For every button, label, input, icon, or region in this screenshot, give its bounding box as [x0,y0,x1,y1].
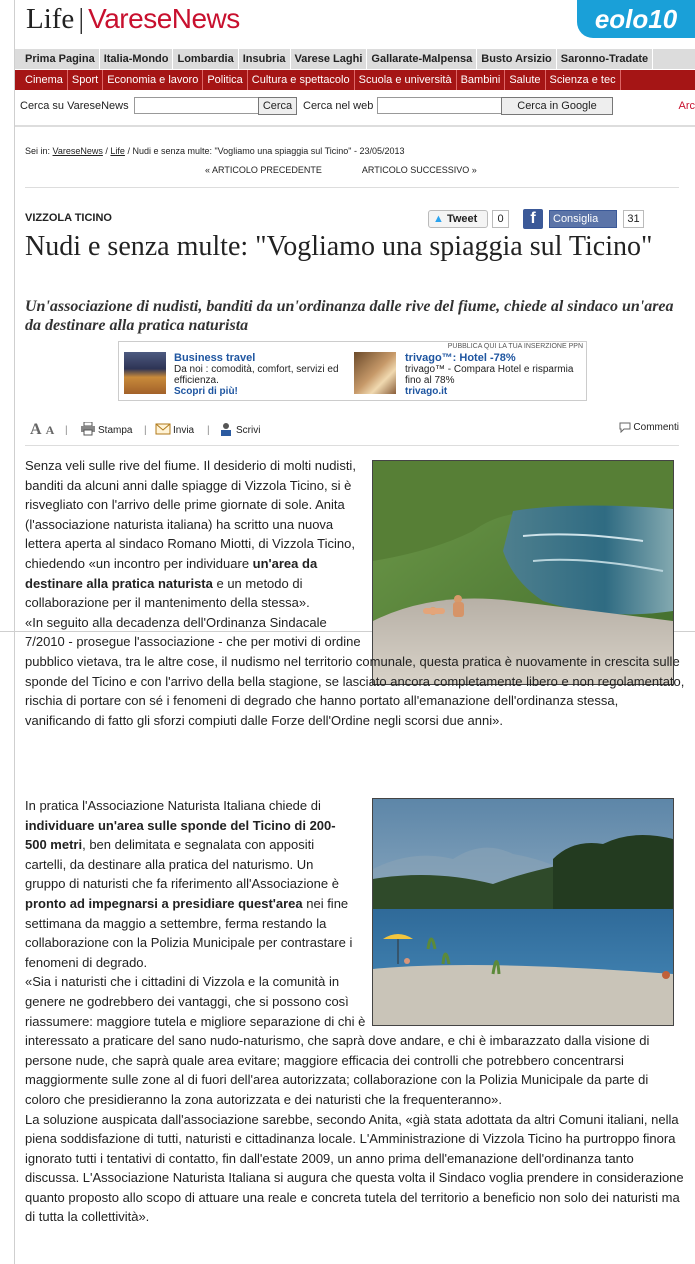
primary-nav [15,49,695,69]
next-article-link[interactable]: ARTICOLO SUCCESSIVO » [361,165,477,175]
ad-title[interactable]: Business travel [174,352,256,364]
float-spacer [367,613,685,651]
comments-label: Commenti [633,422,679,433]
printer-icon [80,422,96,436]
article-paragraph: La soluzione auspicata dall'associazione sarebbe, secondo Anita, «già stata adottata da altri Comuni italiani, nella piena soddisfazione di tutti, naturisti e cittadinanza locale. L'Amministrazione di Vizzola Ticino ha purtroppo finora ignorato tutti i tentativi di contatto, fin dall'estate 2009, un anno prima dell'emanazione dell'ordinanza tanto discussa. L'Associazione Naturista Italiana si augura che questa volta il Sindaco voglia prendere in considerazione quanto proposto allo scopo di attuare una reale e concreta tutela del territorio a beneficio non solo dei naturisti ma di tutta la collettività». [25,1111,684,1225]
site-search-input[interactable] [134,97,259,114]
nav-item[interactable]: Varese Laghi [291,49,368,69]
article-body-part2 [25,796,685,1227]
ad-box [118,341,587,401]
comments-link[interactable] [619,422,679,433]
font-size-controls [30,421,54,439]
article-pager [205,165,477,175]
nav-item[interactable]: Economia e lavoro [103,70,203,90]
article-paragraph [25,972,685,1109]
nav-item[interactable]: Sport [68,70,103,90]
ad-text: Da noi : comodità, comfort, servizi ed efficienza. [174,364,339,386]
nav-item[interactable]: Scienza e tec [546,70,621,90]
user-write-icon [218,422,234,436]
facebook-recommend-button[interactable]: Consiglia [549,210,617,228]
google-search-button[interactable]: Cerca in Google [501,97,613,115]
paragraph-text: Senza veli sulle rive del fiume. Il desiderio di molti nudisti, banditi da alcuni anni dalle spiagge di Vizzola Ticino, si è risvegliato con l'arrivo delle prime giornate di sole. Anita (l'associazione naturista italiana) ha scritto una nuova lettera aperta al sindaco Romano Miotti, di Vizzola Ticino, chiedendo «un incontro per individuare [25,458,356,571]
print-button[interactable] [80,422,132,436]
prev-article-link[interactable]: « ARTICOLO PRECEDENTE [205,165,322,175]
breadcrumb-home[interactable]: VareseNews [52,146,103,156]
write-label: Scrivi [236,425,261,436]
site-search-label: Cerca su VareseNews [20,100,129,112]
nav-item[interactable]: Cinema [15,70,68,90]
envelope-icon [155,422,171,436]
recommend-count: 31 [623,210,644,228]
nav-item[interactable]: Prima Pagina [15,49,100,69]
article-subtitle: Un'associazione di nudisti, banditi da un'ordinanza dalle rive del fiume, chiede al sindaco un'area da destinare alla pratica naturista [25,298,674,334]
article-paragraph [25,796,355,972]
ad-title[interactable]: trivago™: Hotel -78% [405,352,516,364]
nav-item[interactable]: Scuola e università [355,70,457,90]
paragraph-text: «Sia i naturisti che i cittadini di Vizzola e la comunità in genere ne godrebbero dei vantaggi, che si possono così riassumere: maggiore tutela e migliore separazione di chi è interessato a praticare del sano nudo-naturismo, che saprà dove andare, e chi è imbarazzato dalla visione di persone nude, che saprà quale area evitare; maggiore efficacia dei controlli che potrebbero concentrarsi maggiormente sulle zone al di fuori dell'area autorizzata; collaborazione con la Polizia Municipale da parte di coloro che presidieranno la zona autorizzata e dei naturisti che la frequenteranno». [25,974,650,1107]
site-search-button[interactable]: Cerca [258,97,297,115]
ad-item[interactable] [174,353,349,397]
ad-link[interactable]: Scopri di più! [174,386,238,397]
font-increase-button[interactable]: A [30,421,42,438]
logo-varesenews: VareseNews [88,3,240,34]
ad-link[interactable]: trivago.it [405,386,448,397]
print-label: Stampa [98,425,133,436]
web-search-input[interactable] [377,97,502,114]
ad-thumbnail[interactable] [124,352,166,394]
tweet-button[interactable] [428,210,488,228]
logo-life: Life [26,3,75,35]
article-location: VIZZOLA TICINO [25,212,112,224]
article-tools: A A | Stampa | Invia | Scrivi Commenti [30,421,679,438]
article-paragraph [25,613,685,731]
breadcrumb-prefix: Sei in: [25,146,51,156]
ad-header[interactable]: PUBBLICA QUI LA TUA INSERZIONE PPN [447,343,583,350]
nav-item[interactable]: Busto Arsizio [477,49,557,69]
site-header [15,0,695,46]
facebook-icon[interactable]: f [523,209,543,229]
divider [25,445,679,446]
send-label: Invia [173,425,195,436]
twitter-bird-icon: ▲ [433,213,444,225]
comment-bubble-icon [619,422,631,433]
archive-link[interactable]: Arc [678,100,695,112]
nav-item[interactable]: Politica [203,70,247,90]
breadcrumb-section[interactable]: Life [110,146,125,156]
paragraph-text: e un metodo di collaborazione per il mantenimento della stessa». [25,575,310,611]
divider [25,187,679,188]
breadcrumb-current: / Nudi e senza multe: "Vogliamo una spiaggia sul Ticino" - 23/05/2013 [127,146,405,156]
nav-item[interactable]: Lombardia [173,49,238,69]
ad-text: trivago™ - Compara Hotel e risparmia fino al 78% [405,364,574,386]
secondary-nav [15,70,695,90]
paragraph-text: nei fine settimana da maggio a settembre, ferma restando la collaborazione con la Polizia Municipale per contrastare i fenomeni di degrado. [25,895,353,970]
font-decrease-button[interactable]: A [45,423,55,437]
paragraph-bold: pronto ad impegnarsi a presidiare quest'area [25,895,303,911]
float-spacer [367,972,685,1012]
site-logo[interactable] [26,3,240,36]
tweet-label: Tweet [446,213,478,225]
page-left-border [14,0,15,1264]
article-body-part1 [25,456,685,730]
header-divider [15,125,695,127]
ad-thumbnail[interactable] [354,352,396,394]
article-paragraph [25,456,365,613]
paragraph-text: In pratica l'Associazione Naturista Italiana chiede di [25,798,321,813]
write-button[interactable] [218,422,260,436]
paragraph-bold: un'area da destinare alla pratica naturista [25,555,318,591]
paragraph-text: «In seguito alla decadenza dell'Ordinanza Sindacale 7/2010 - prosegue l'associazione - che per motivi di ordine pubblico vietava, tra le altre cose, il nudismo nel territorio comunale, questa pratica è nuovamente in crescita sulle sponde del Ticino e con l'arrivo della bella stagione, se lasciato ancora completamente libero e non regolamentato, rischia di portare con sé i fenomeni di degrado che hanno portato all'emanazione dell'ordinanza stessa, vanificando di fatto gli sforzi compiuti dalle Forze dell'Ordine negli scorsi due anni». [25,614,685,728]
ad-item[interactable] [405,353,580,397]
nav-item[interactable]: Saronno-Tradate [557,49,653,69]
nav-item[interactable]: Bambini [457,70,506,90]
sponsor-banner[interactable]: eolo10 [577,0,695,38]
logo-separator: | [78,3,85,35]
nav-item[interactable]: Gallarate-Malpensa [367,49,477,69]
paragraph-bold: individuare un'area sulle sponde del Ticino di 200-500 metri [25,817,336,853]
breadcrumb: Sei in: VareseNews / Life / Nudi e senza multe: "Vogliamo una spiaggia sul Ticino" - 23/05/2013 [25,146,405,156]
tweet-count: 0 [492,210,509,228]
article-title: Nudi e senza multe: "Vogliamo una spiaggia sul Ticino" [25,231,653,262]
nav-item[interactable]: Salute [505,70,545,90]
web-search-label: Cerca nel web [303,100,374,112]
nav-item[interactable]: Cultura e spettacolo [248,70,355,90]
nav-item[interactable]: Insubria [239,49,291,69]
nav-item[interactable]: Italia-Mondo [100,49,174,69]
send-button[interactable] [155,422,194,436]
search-bar [15,93,695,119]
paragraph-text: , ben delimitata e segnalata con appositi cartelli, da destinare alla pratica del naturismo. Un gruppo di naturisti che fa riferimento all'Associazione è [25,837,339,892]
